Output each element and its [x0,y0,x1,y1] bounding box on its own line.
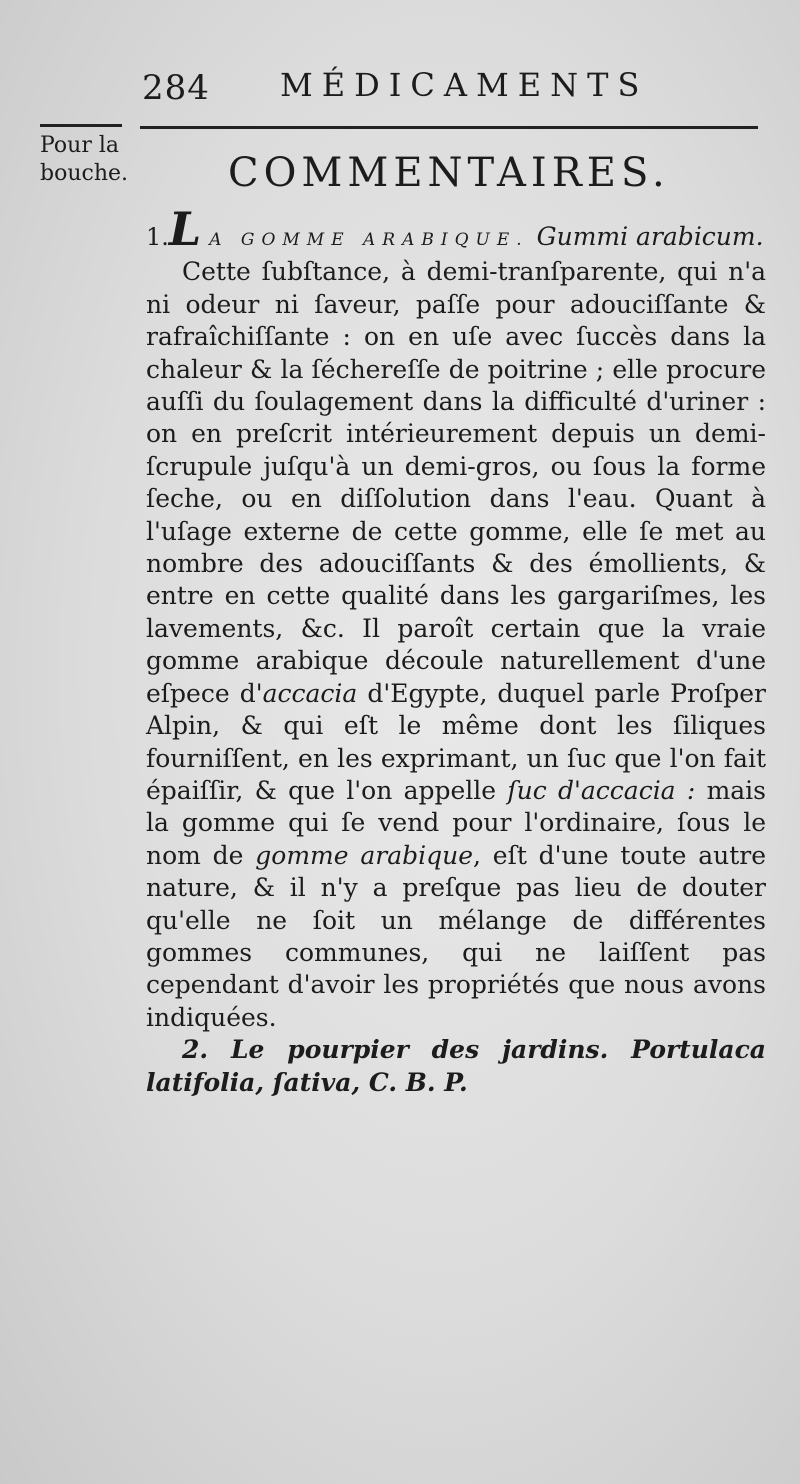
latin-name: Gummi arabicum. [536,222,764,251]
margin-rule [40,124,122,127]
body-text [146,202,767,1099]
entry-number: 1. [146,223,169,251]
header-rule [140,126,758,129]
running-title: MÉDICAMENTS [280,66,649,104]
body-italic-gomme: gomme arabique [255,840,474,870]
drop-cap: L [168,202,202,256]
entry-1-heading [146,202,766,256]
body-text-part3: mais la gomme qui ſe vend pour l'ordinaire, ſous le nom de [146,775,767,870]
section-title: COMMENTAIRES. [228,150,670,196]
body-text-part1: Cette ſubſtance, à demi-tranſparente, qui n'a ni odeur ni ſaveur, paſſe pour adouciſſante & rafraîchiſſante : on en uſe avec ſuccès dans la chaleur & la ſéchereſſe de poitrine ; elle procure auſſi du ſoulagement dans la difficulté d'uriner : on en preſcrit intérieurement depuis un demi-ſcrupule juſqu'à un demi-gros, ou ſous la forme ſeche, ou en diſſolution dans l'eau. Quant à l'uſage externe de cette gomme, elle ſe met au nombre des adouciſſants & des émollients, & entre en cette qualité dans les gargariſmes, les lavements, &c. Il paroît certain que la vraie gomme arabique découle naturellement d'une eſpece d' [146,257,766,708]
entry-1-paragraph [146,256,766,1034]
page-number: 284 [142,68,210,108]
entry-2: 2. Le pourpier des jardins. Portulaca latifolia, ſativa, C. B. P. [146,1035,766,1097]
body-text-part2: d'Egypte, duquel parle Proſper Alpin, & qui eſt le même dont les ſiliques fourniſſent, en les exprimant, un ſuc que l'on fait épaiſſir, & que l'on appelle [146,678,767,805]
margin-note: Pour la bouche. [40,133,128,186]
body-italic-accacia: accacia [262,678,358,708]
entry-heading: A GOMME ARABIQUE. [209,230,529,250]
body-text-part4: , eſt d'une toute autre nature, & il n'y a preſque pas lieu de douter qu'elle ne ſoit un mélange de différentes gommes communes, qui ne laiſſent pas cependant d'avoir les propriétés que nous avons indiquées. [146,840,766,1032]
body-italic-suc: ſuc d'accacia : [507,775,696,805]
